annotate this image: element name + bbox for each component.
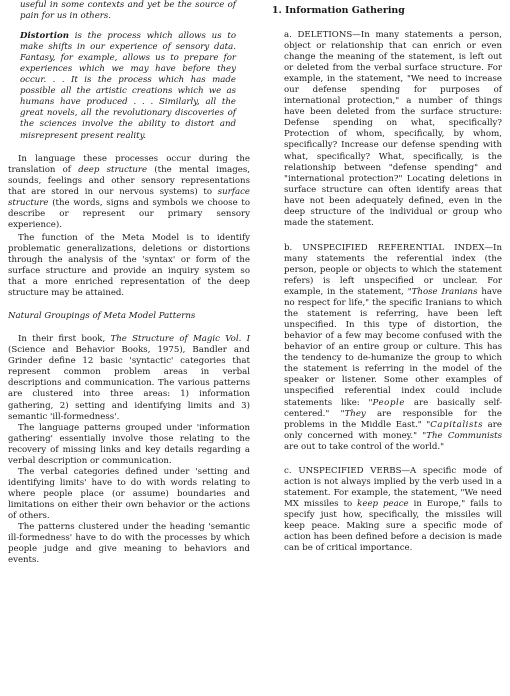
subheading-natural-groupings: Natural Groupings of Meta Model Patterns [8,311,196,322]
left-column [8,0,250,566]
c-text-b: in Europe," fails to specify just how, specifically, the missiles will keep peace. Making sure a specific mode of action has been defined before a decision is made can be of critical importance. [284,498,502,554]
paragraph-information-gathering: The language patterns grouped under 'information gathering' essentially involve those relating to the recovery of missing links and key details regarding a verbal description or communication. [8,422,250,466]
b-text-d: are responsible for the problems in the Middle East." " [284,408,502,430]
paragraph-language-processes [8,154,250,231]
keep-peace-term: keep peace [357,498,409,509]
p3-text-b: (Science and Behavior Books, 1975), Bandler and Grinder define 12 basic 'syntactic' categories that represent common problem areas in verbal descriptions and communication. The various patterns are clustered into three areas: 1) information gathering, 2) setting and identifying limits and 3) semantic 'ill-formedness'. [8,345,250,422]
book-title: The Structure of Magic Vol. I [110,334,250,345]
p3-text-a: In their first book, [18,334,111,345]
referential-index-text [284,243,502,453]
b-text-c: are basically self-centered." " [284,397,503,419]
section-heading: 1. Information Gathering [272,5,405,16]
b-text-a: b. UNSPECIFIED REFERENTIAL INDEX—In many statements the referential index (the person, people or objects to which the statement refers) is left unspecified or unclear. For example, in the statement, " [284,242,502,298]
deletions-text: a. DELETIONS—In many statements a person, object or relationship that can enrich or even change the meaning of the statement, is left out or deleted from the verbal surface structure. For example, in the statement, "We need to increase our defense spending for purposes of international protection," a number of things have been deleted from the surface structure: Defense spending on what, specifically? Protection of whom, specifically, by whom, specifically? Increase our defense spending with what, specifically? What, specifically, is the relationship between "defense spending" and "international protection?" Locating deletions in surface structure can often identify areas that have not been adequately defined, even in the deep structure of the individual or group who made the statement. [284,30,502,228]
those-iranians-term: Those Iranians [411,287,478,298]
unspecified-verbs-text [284,466,502,554]
item-unspecified-verbs [284,466,502,554]
b-text-e: are only concerned with money." " [284,419,502,441]
b-text-f: are out to take control of the world." [284,441,445,452]
item-unspecified-referential-index [284,243,502,453]
paragraph-meta-model-function: The function of the Meta Model is to identify problematic generalizations, deletions or distortions through the analysis of the 'syntax' or form of the surface structure and provide an inquiry system so that a more enriched representation of the deep structure may be attained. [8,232,250,299]
p1-text-b: (the mental images, sounds, feelings and other sensory representations that are stored in our nervous systems) to [8,164,250,197]
deep-structure-term: deep structure [78,164,148,175]
paragraph-first-book [8,334,250,422]
people-term: People [372,397,406,408]
p1-text-a: In language these processes occur during the translation of [8,153,250,175]
p1-text-c: (the words, signs and symbols we choose to describe or represent our primary sensory experience). [8,197,250,230]
communists-term: The Communists [426,430,502,441]
surface-structure-term: surface structure [8,186,250,208]
paragraph-setting-limits: The verbal categories defined under 'setting and identifying limits' have to do with words relating to where people place (or assume) boundaries and limitations on either their own behavior or the actions of others. [8,466,250,521]
distortion-label: Distortion [20,31,69,42]
capitalists-term: Capitalists [430,419,484,430]
b-text-b: have no respect for life," the specific Iranians to which the statement is referring, have been left unspecified. In this type of distortion, the behavior of a few may become confused with the behavior of an entire group or culture. This has the tendency to de-humanize the group to which the statement is referring in the model of the speaker or listener. Some other examples of unspecified referential index could include statements like: " [284,287,502,408]
quote-tail: useful in some contexts and yet be the source of pain for us in others. [20,0,236,22]
c-text-a: c. UNSPECIFIED VERBS—A specific mode of action is not always implied by the verb used in a statement. For example, the statement, "We need MX missiles to [284,465,502,509]
distortion-text: is the process which allows us to make shifts in our experience of sensory data. Fantasy, for example, allows us to prepare for experiences which we may have before they occur. . . It is the process which has made possible all the artistic creations which we as humans have produced . . . Similarly, all the great novels, all the revolutionary discoveries of the sciences involve the ability to distort and misrepresent present reality. [20,31,236,141]
left-body [8,154,250,567]
item-deletions [284,30,502,229]
paragraph-semantic-ill-formedness: The patterns clustered under the heading 'semantic ill-formedness' have to do with the processes by which people judge and give meaning to behaviors and events. [8,522,250,566]
quote-block [20,0,236,142]
distortion-paragraph [20,31,236,141]
right-column [264,0,504,554]
they-term: They [344,408,366,419]
